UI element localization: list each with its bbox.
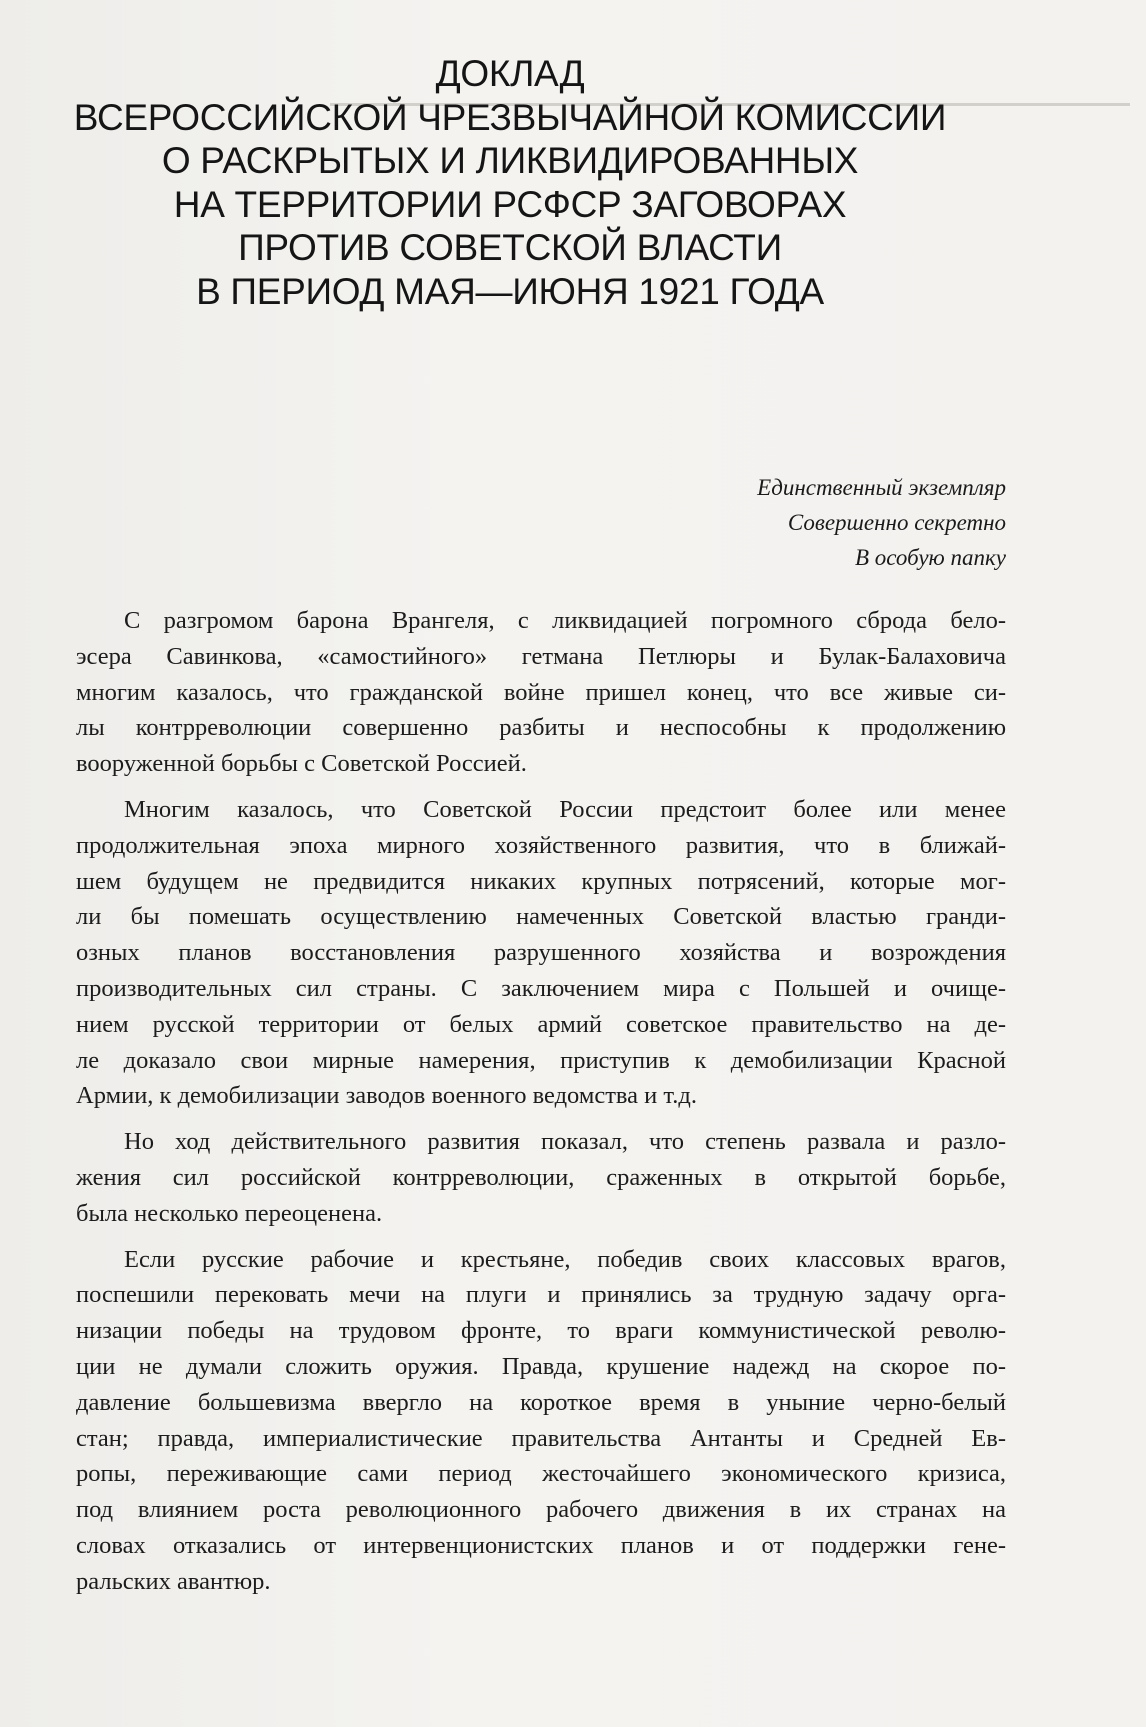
stamp-single-copy: Единственный экземпляр xyxy=(757,475,1006,500)
classification-stamp xyxy=(757,470,1006,575)
text-line: ли бы помешать осуществлению намеченных Советской властью гранди- xyxy=(76,903,1006,931)
text-line: Армии, к демобилизации заводов военного ведомства и т.д. xyxy=(76,1082,697,1110)
text-line: эсера Савинкова, «самостийного» гетмана Петлюры и Булак-Балаховича xyxy=(76,642,1006,670)
paragraph xyxy=(76,792,1006,1114)
report-body xyxy=(76,603,1006,1610)
document-title xyxy=(60,52,960,313)
text-line: ропы, переживающие сами период жесточайшего экономического кризиса, xyxy=(76,1460,1006,1488)
text-line: озных планов восстановления разрушенного хозяйства и возрождения xyxy=(76,939,1006,967)
text-line: С разгромом барона Врангеля, с ликвидацией погромного сброда бело- xyxy=(124,607,1006,634)
title-line: ВСЕРОССИЙСКОЙ ЧРЕЗВЫЧАЙНОЙ КОМИССИИ xyxy=(73,96,947,138)
text-line: давление большевизма ввергло на короткое время в уныние черно-белый xyxy=(76,1388,1006,1416)
text-line: лы контрреволюции совершенно разбиты и неспособны к продолжению xyxy=(76,714,1006,742)
text-line: стан; правда, империалистические правительства Антанты и Средней Ев- xyxy=(76,1424,1006,1452)
stamp-top-secret: Совершенно секретно xyxy=(787,510,1006,535)
text-line: шем будущем не предвидится никаких крупных потрясений, которые мог- xyxy=(76,867,1006,895)
text-line: многим казалось, что гражданской войне пришел конец, что все живые си- xyxy=(76,678,1006,706)
text-line: Если русские рабочие и крестьяне, победив своих классовых врагов, xyxy=(124,1245,1006,1273)
title-line: В ПЕРИОД МАЯ—ИЮНЯ 1921 ГОДА xyxy=(196,270,824,312)
text-line: Но ход действительного развития показал, что степень развала и разло- xyxy=(124,1128,1006,1156)
text-line: словах отказались от интервенционистских планов и от поддержки гене- xyxy=(76,1531,1006,1559)
stamp-special-folder: В особую папку xyxy=(854,545,1006,570)
title-line: НА ТЕРРИТОРИИ РСФСР ЗАГОВОРАХ xyxy=(173,183,847,225)
text-line: ле доказало свои мирные намерения, приступив к демобилизации Красной xyxy=(76,1046,1006,1074)
text-line: низации победы на трудовом фронте, то враги коммунистической револю- xyxy=(76,1317,1006,1345)
title-line: ПРОТИВ СОВЕТСКОЙ ВЛАСТИ xyxy=(238,227,782,268)
text-line: Многим казалось, что Советской России предстоит более или менее xyxy=(124,795,1006,823)
paragraph xyxy=(76,1242,1006,1600)
text-line: нием русской территории от белых армий советское правительство на де- xyxy=(76,1010,1006,1038)
title-line: О РАСКРЫТЫХ И ЛИКВИДИРОВАННЫХ xyxy=(161,140,859,181)
text-line: жения сил российской контрреволюции, сраженных в открытой борьбе, xyxy=(76,1163,1006,1191)
text-line: была несколько переоценена. xyxy=(76,1199,383,1227)
text-line: производительных сил страны. С заключением мира с Польшей и очище- xyxy=(76,974,1006,1002)
paragraph xyxy=(76,603,1006,782)
text-line: продолжительная эпоха мирного хозяйственного развития, что в ближай- xyxy=(76,831,1006,859)
text-line: под влиянием роста революционного рабочего движения в их странах на xyxy=(76,1496,1006,1524)
title-line: ДОКЛАД xyxy=(435,53,585,94)
paragraph xyxy=(76,1124,1006,1231)
text-line: ции не думали сложить оружия. Правда, крушение надежд на скорое по- xyxy=(76,1352,1006,1380)
text-line: вооруженной борьбы с Советской Россией. xyxy=(76,750,527,778)
text-line: ральских авантюр. xyxy=(76,1567,271,1595)
text-line: поспешили перековать мечи на плуги и принялись за трудную задачу орга- xyxy=(76,1281,1006,1309)
